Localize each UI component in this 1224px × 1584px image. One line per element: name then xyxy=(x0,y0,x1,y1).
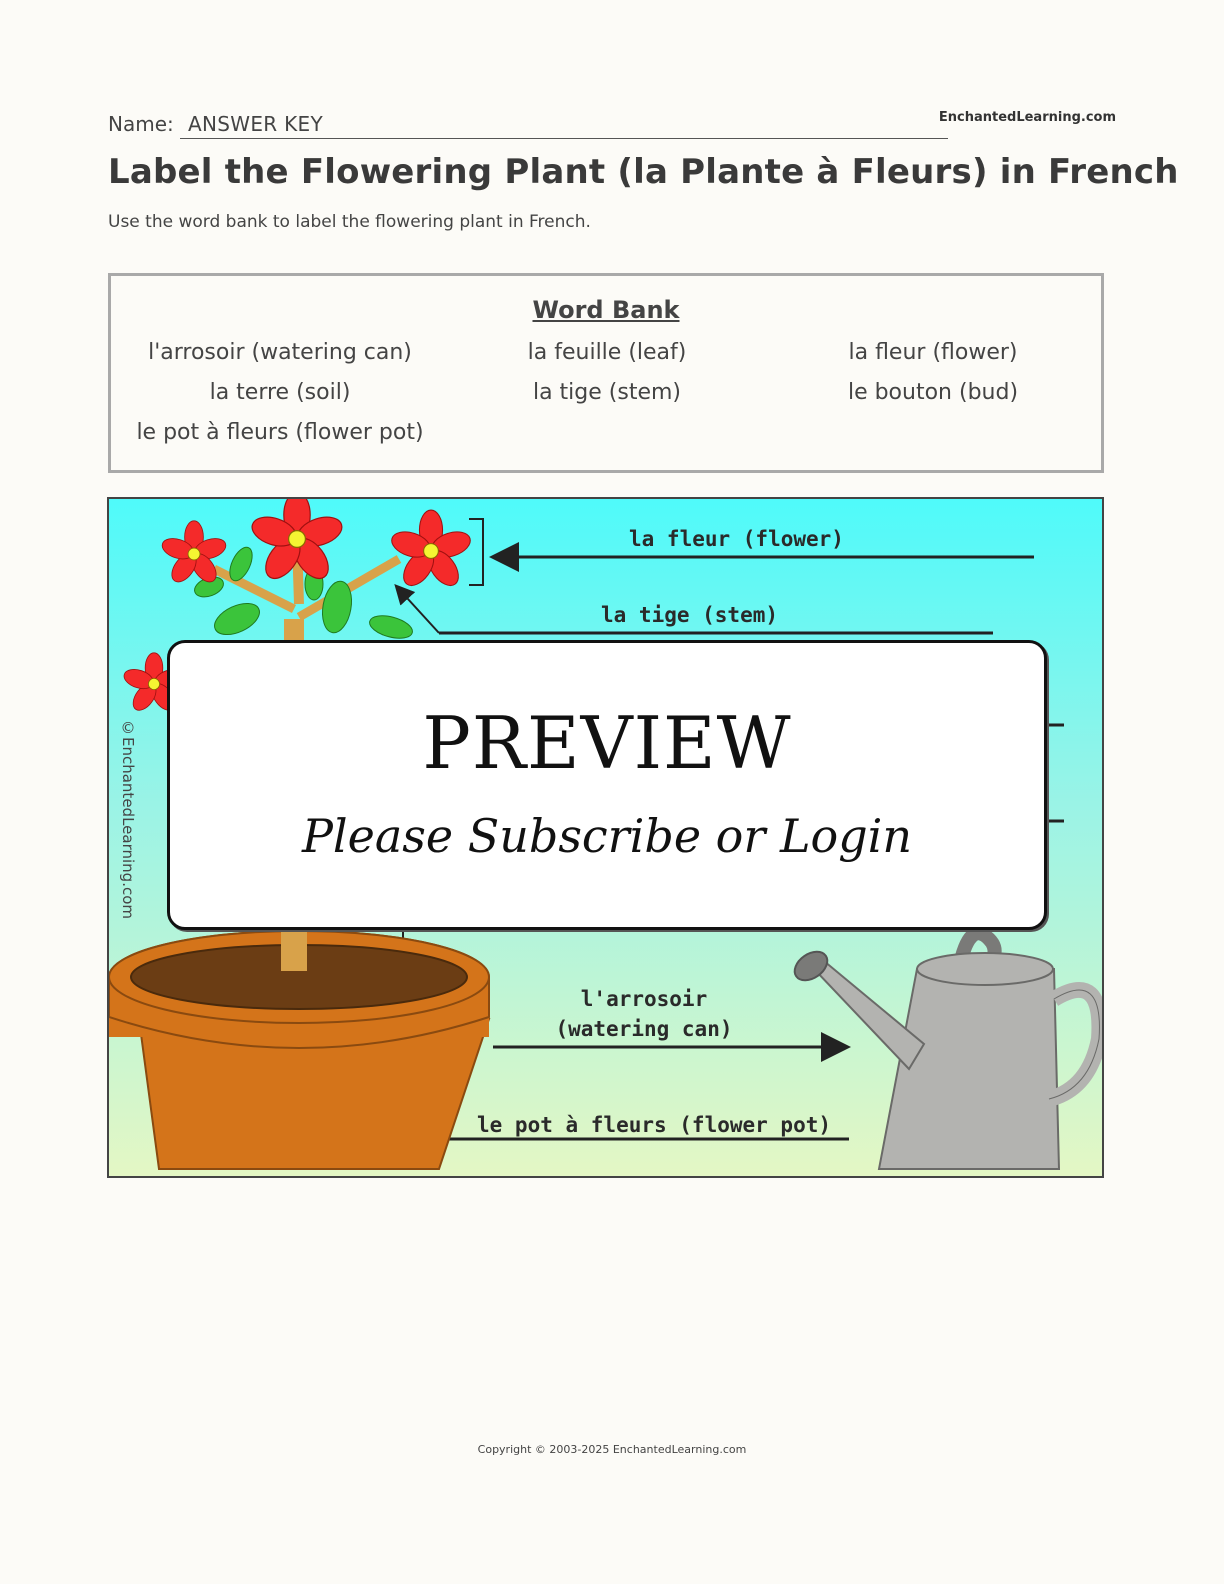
word-bank-item: le bouton (bud) xyxy=(847,380,1019,405)
preview-title: PREVIEW xyxy=(422,701,792,785)
word-bank-item: la fleur (flower) xyxy=(848,340,1018,365)
label-flower: la fleur (flower) xyxy=(629,527,844,551)
watering-can xyxy=(789,933,1099,1169)
label-stem: la tige (stem) xyxy=(601,603,779,627)
name-label: Name: xyxy=(108,112,174,136)
plant-diagram xyxy=(107,497,1104,1178)
word-bank-item: la tige (stem) xyxy=(532,380,682,405)
name-field xyxy=(180,108,948,139)
page-instructions: Use the word bank to label the flowering plant in French. xyxy=(108,212,591,232)
word-bank-item: le pot à fleurs (flower pot) xyxy=(136,420,424,445)
name-row xyxy=(108,108,948,140)
preview-overlay[interactable] xyxy=(167,640,1047,930)
site-name: EnchantedLearning.com xyxy=(938,110,1116,125)
name-value: ANSWER KEY xyxy=(188,112,323,136)
flower-pot xyxy=(109,929,489,1169)
label-flower-pot: le pot à fleurs (flower pot) xyxy=(477,1113,832,1137)
word-bank-item: la feuille (leaf) xyxy=(527,340,687,365)
subscribe-login-prompt[interactable]: Please Subscribe or Login xyxy=(301,809,913,863)
label-watering-can: l'arrosoir xyxy=(580,987,708,1011)
word-bank-item: l'arrosoir (watering can) xyxy=(148,340,412,365)
image-credit: ©EnchantedLearning.com xyxy=(119,719,137,919)
page-title: Label the Flowering Plant (la Plante à Fleurs) in French xyxy=(108,152,1179,192)
label-watering-can-translation: (watering can) xyxy=(555,1017,733,1041)
word-bank-item: la terre (soil) xyxy=(209,380,351,405)
word-bank-title: Word Bank xyxy=(532,296,680,324)
word-bank xyxy=(108,273,1104,473)
copyright: Copyright © 2003-2025 EnchantedLearning.com xyxy=(477,1443,747,1456)
